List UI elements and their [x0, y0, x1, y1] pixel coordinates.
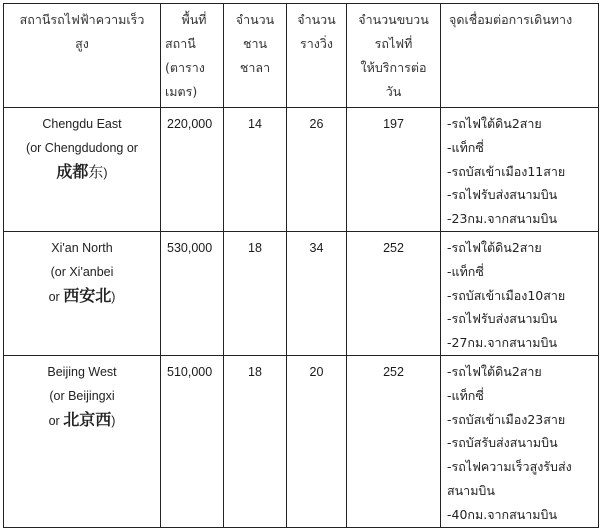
connection-item: -แท็กซี่: [447, 139, 484, 155]
hsr-station-table: [3, 3, 599, 528]
header-area-line1: พื้นที่: [181, 12, 207, 27]
header-platforms-line2: ชาน: [242, 36, 268, 51]
station-name-close: ): [111, 413, 116, 428]
connection-item: สนามบิน: [447, 482, 495, 498]
station-platforms: 14: [224, 108, 287, 232]
station-platforms: 18: [224, 355, 287, 527]
connection-item: -รถไฟใต้ดิน2สาย: [447, 363, 542, 379]
station-platforms: 18: [224, 231, 287, 355]
station-name-alt: (or Beijingxi: [49, 388, 115, 403]
header-station-line1: สถานีรถไฟฟ้าความเร็ว: [19, 12, 145, 27]
header-trains-line2: รถไฟที่: [374, 36, 413, 51]
connection-item: -รถไฟใต้ดิน2สาย: [447, 116, 542, 131]
station-name-cell: [4, 355, 161, 527]
table-row: [4, 108, 599, 232]
station-name-alt: (or Xi'anbei: [50, 264, 114, 279]
station-name-cell: [4, 231, 161, 355]
station-name-cell: [4, 108, 161, 232]
connection-item: -รถไฟรับส่งสนามบิน: [447, 187, 558, 203]
station-area: 510,000: [161, 355, 224, 527]
header-connections: [441, 4, 599, 108]
station-name-cn-line: [4, 408, 160, 433]
station-name-cn-line: [4, 160, 160, 185]
station-tracks: 20: [287, 355, 347, 527]
station-trains: 252: [347, 231, 441, 355]
station-name-or: or: [48, 413, 64, 428]
station-name-cn: 西安北: [63, 285, 112, 305]
header-connections-label: จุดเชื่อมต่อการเดินทาง: [449, 12, 573, 27]
header-trains-line4: วัน: [385, 84, 402, 99]
connection-item: -รถบัสเข้าเมือง23สาย: [447, 411, 566, 427]
station-name-close: ): [111, 289, 116, 304]
station-name-en: Beijing West: [47, 364, 117, 379]
connection-item: -รถไฟใต้ดิน2สาย: [447, 239, 542, 255]
header-tracks-line1: จำนวน: [297, 12, 336, 27]
station-name-alt: (or Chengdudong or: [26, 141, 138, 155]
station-name-cn: 北京西: [63, 409, 112, 429]
header-area-line4: เมตร): [165, 84, 198, 99]
header-trains-line3: ให้บริการต่อ: [360, 60, 427, 75]
header-tracks: [287, 4, 347, 108]
station-area: 530,000: [161, 231, 224, 355]
station-tracks: 34: [287, 231, 347, 355]
header-station: [4, 4, 161, 108]
header-row: [4, 4, 599, 108]
station-name-en: Chengdu East: [42, 117, 122, 131]
connection-item: -รถบัสรับส่งสนามบิน: [447, 435, 558, 451]
header-area-line2: สถานี: [165, 36, 196, 51]
station-name-cn: 成都: [56, 162, 89, 181]
connection-item: -รถบัสเข้าเมือง10สาย: [447, 287, 566, 303]
header-platforms-line3: ชาลา: [239, 60, 271, 75]
station-connections: [441, 231, 599, 355]
station-trains: 197: [347, 108, 441, 232]
station-connections: [441, 355, 599, 527]
connection-item: -แท็กซี่: [447, 263, 484, 279]
connection-item: -รถไฟรับส่งสนามบิน: [447, 311, 558, 327]
header-trains: [347, 4, 441, 108]
connection-item: -23กม.จากสนามบิน: [447, 211, 558, 227]
station-connections: [441, 108, 599, 232]
table-row: [4, 355, 599, 527]
station-name-en: Xi'an North: [51, 240, 113, 255]
station-name-or: or: [48, 289, 64, 304]
connection-item: -รถบัสเข้าเมือง11สาย: [447, 163, 566, 179]
station-name-cn-line: [4, 284, 160, 309]
header-trains-line1: จำนวนขบวน: [358, 12, 429, 27]
connection-item: -รถไฟความเร็วสูงรับส่ง: [447, 459, 572, 475]
connection-item: -40กม.จากสนามบิน: [447, 506, 558, 522]
header-tracks-line2: รางวิ่ง: [300, 36, 333, 51]
station-name-close: ): [103, 166, 108, 180]
station-area: 220,000: [161, 108, 224, 232]
station-name-cn-suffix: 东: [88, 163, 104, 181]
header-station-line2: สูง: [75, 36, 89, 51]
header-area-line3: (ตาราง: [165, 60, 205, 75]
table-row: [4, 231, 599, 355]
connection-item: -แท็กซี่: [447, 387, 484, 403]
header-platforms: [224, 4, 287, 108]
header-area: [161, 4, 224, 108]
station-tracks: 26: [287, 108, 347, 232]
station-trains: 252: [347, 355, 441, 527]
connection-item: -27กม.จากสนามบิน: [447, 335, 558, 351]
header-platforms-line1: จำนวน: [235, 12, 275, 27]
